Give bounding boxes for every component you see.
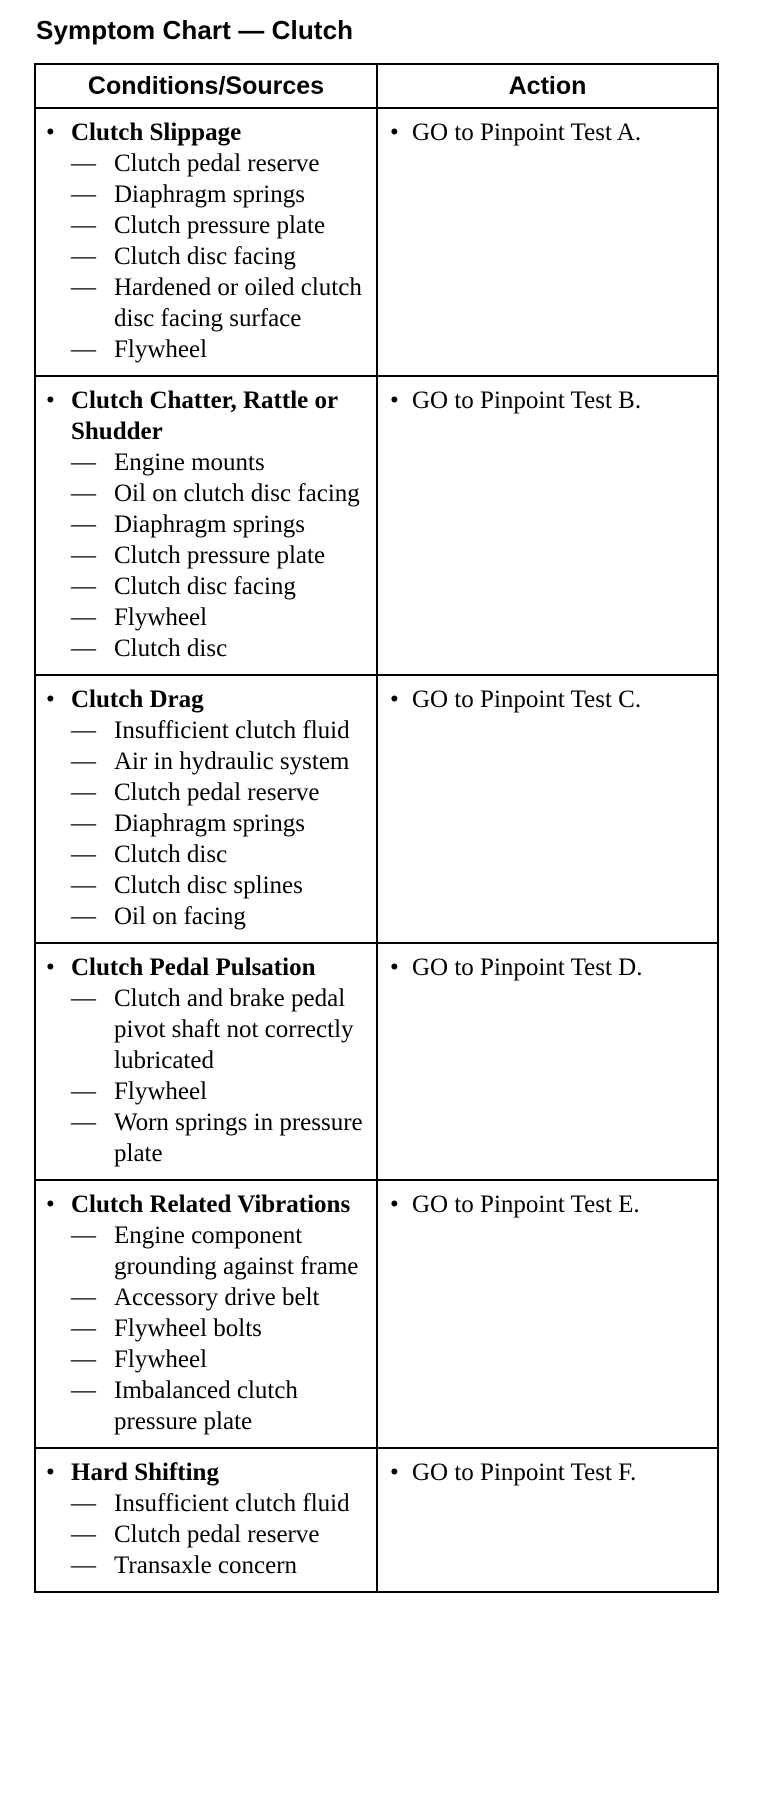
action-text: GO to Pinpoint Test A. [412,119,642,146]
dash-mark: — [71,1315,96,1342]
symptom-table [34,63,719,1593]
action-item [388,1457,711,1488]
source-text: Clutch pedal reserve [114,150,320,177]
dash-mark: — [71,480,96,507]
source-item [44,1519,370,1550]
action-item [388,385,711,416]
dash-mark: — [71,1521,96,1548]
action-item [388,1189,711,1220]
action-text: GO to Pinpoint Test D. [412,954,643,981]
action-item [388,952,711,983]
condition-cell [35,943,377,1180]
dash-mark: — [71,336,96,363]
source-text: Clutch pedal reserve [114,1521,320,1548]
column-header-action: Action [377,64,718,108]
source-text: Engine mounts [114,449,265,476]
source-item [44,777,370,808]
action-item [388,117,711,148]
bullet-mark: • [390,1459,399,1486]
source-item [44,148,370,179]
source-item [44,1076,370,1107]
action-cell [377,108,718,376]
dash-mark: — [71,604,96,631]
action-text: GO to Pinpoint Test E. [412,1191,640,1218]
source-text: Flywheel [114,1078,208,1105]
source-item [44,1344,370,1375]
source-item [44,334,370,365]
action-text: GO to Pinpoint Test F. [412,1459,637,1486]
condition-heading [44,684,370,715]
dash-mark: — [71,841,96,868]
source-item [44,870,370,901]
source-text: Flywheel [114,336,208,363]
table-row [35,943,718,1180]
source-text: Oil on facing [114,903,246,930]
source-item [44,1282,370,1313]
action-text: GO to Pinpoint Test C. [412,686,642,713]
bullet-mark: • [46,686,55,713]
source-text: Clutch disc facing [114,573,296,600]
condition-heading [44,117,370,148]
table-row [35,108,718,376]
table-row [35,1180,718,1448]
table-row [35,376,718,675]
dash-mark: — [71,1284,96,1311]
source-text: Diaphragm springs [114,181,305,208]
condition-title: Hard Shifting [71,1459,219,1486]
dash-mark: — [71,1078,96,1105]
source-list [44,1488,370,1581]
source-list [44,1220,370,1437]
source-text: Clutch pedal reserve [114,779,320,806]
condition-heading [44,1457,370,1488]
dash-mark: — [71,542,96,569]
dash-mark: — [71,274,96,301]
action-cell [377,1448,718,1592]
source-text: Oil on clutch disc facing [114,480,360,507]
bullet-mark: • [390,954,399,981]
dash-mark: — [71,1377,96,1404]
source-item [44,272,370,334]
source-item [44,571,370,602]
table-row [35,675,718,943]
source-list [44,715,370,932]
condition-heading [44,385,370,447]
condition-title: Clutch Chatter, Rattle or Shudder [71,387,338,445]
action-cell [377,675,718,943]
dash-mark: — [71,635,96,662]
source-item [44,447,370,478]
condition-cell [35,675,377,943]
dash-mark: — [71,181,96,208]
column-header-conditions: Conditions/Sources [35,64,377,108]
source-text: Insufficient clutch fluid [114,717,350,744]
source-item [44,241,370,272]
condition-title: Clutch Pedal Pulsation [71,954,316,981]
dash-mark: — [71,1109,96,1136]
source-text: Hardened or oiled clutch disc facing surface [114,274,362,332]
source-list [44,983,370,1169]
bullet-mark: • [390,1191,399,1218]
action-cell [377,1180,718,1448]
source-item [44,808,370,839]
source-list [44,447,370,664]
source-text: Diaphragm springs [114,511,305,538]
source-item [44,901,370,932]
source-item [44,540,370,571]
source-text: Accessory drive belt [114,1284,320,1311]
source-item [44,210,370,241]
dash-mark: — [71,1346,96,1373]
source-item [44,1375,370,1437]
bullet-mark: • [46,119,55,146]
symptom-chart-page [34,14,734,1593]
condition-cell [35,376,377,675]
source-item [44,1550,370,1581]
dash-mark: — [71,243,96,270]
source-text: Clutch disc [114,841,228,868]
action-cell [377,376,718,675]
dash-mark: — [71,779,96,806]
condition-cell [35,1180,377,1448]
source-text: Clutch disc [114,635,228,662]
source-text: Flywheel bolts [114,1315,262,1342]
source-text: Transaxle concern [114,1552,298,1579]
action-text: GO to Pinpoint Test B. [412,387,642,414]
source-item [44,509,370,540]
bullet-mark: • [390,686,399,713]
source-item [44,983,370,1076]
source-item [44,1220,370,1282]
source-text: Insufficient clutch fluid [114,1490,350,1517]
dash-mark: — [71,872,96,899]
table-header-row [35,64,718,108]
dash-mark: — [71,717,96,744]
source-text: Engine component grounding against frame [114,1222,359,1280]
dash-mark: — [71,573,96,600]
bullet-mark: • [46,387,55,414]
dash-mark: — [71,1552,96,1579]
dash-mark: — [71,511,96,538]
source-text: Flywheel [114,604,208,631]
source-text: Clutch disc splines [114,872,303,899]
dash-mark: — [71,985,96,1012]
source-text: Clutch and brake pedal pivot shaft not correctly lubricated [114,985,354,1074]
table-row [35,1448,718,1592]
condition-cell [35,108,377,376]
dash-mark: — [71,150,96,177]
dash-mark: — [71,1222,96,1249]
action-cell [377,943,718,1180]
dash-mark: — [71,748,96,775]
page-title: Symptom Chart — Clutch [36,15,354,45]
source-item [44,1107,370,1169]
source-item [44,1488,370,1519]
bullet-mark: • [390,387,399,414]
condition-heading [44,952,370,983]
source-text: Imbalanced clutch pressure plate [114,1377,298,1435]
dash-mark: — [71,1490,96,1517]
source-item [44,746,370,777]
source-item [44,478,370,509]
dash-mark: — [71,810,96,837]
bullet-mark: • [46,1191,55,1218]
source-text: Air in hydraulic system [114,748,350,775]
dash-mark: — [71,212,96,239]
dash-mark: — [71,449,96,476]
source-text: Diaphragm springs [114,810,305,837]
condition-title: Clutch Slippage [71,119,242,146]
bullet-mark: • [46,954,55,981]
source-item [44,715,370,746]
source-item [44,633,370,664]
condition-cell [35,1448,377,1592]
action-item [388,684,711,715]
bullet-mark: • [390,119,399,146]
source-text: Clutch pressure plate [114,542,326,569]
source-list [44,148,370,365]
table-body [35,108,718,1592]
bullet-mark: • [46,1459,55,1486]
condition-heading [44,1189,370,1220]
dash-mark: — [71,903,96,930]
condition-title: Clutch Related Vibrations [71,1191,351,1218]
condition-title: Clutch Drag [71,686,204,713]
source-text: Worn springs in pressure plate [114,1109,363,1167]
source-text: Clutch pressure plate [114,212,326,239]
source-item [44,602,370,633]
source-item [44,179,370,210]
source-item [44,1313,370,1344]
source-text: Clutch disc facing [114,243,296,270]
source-text: Flywheel [114,1346,208,1373]
source-item [44,839,370,870]
